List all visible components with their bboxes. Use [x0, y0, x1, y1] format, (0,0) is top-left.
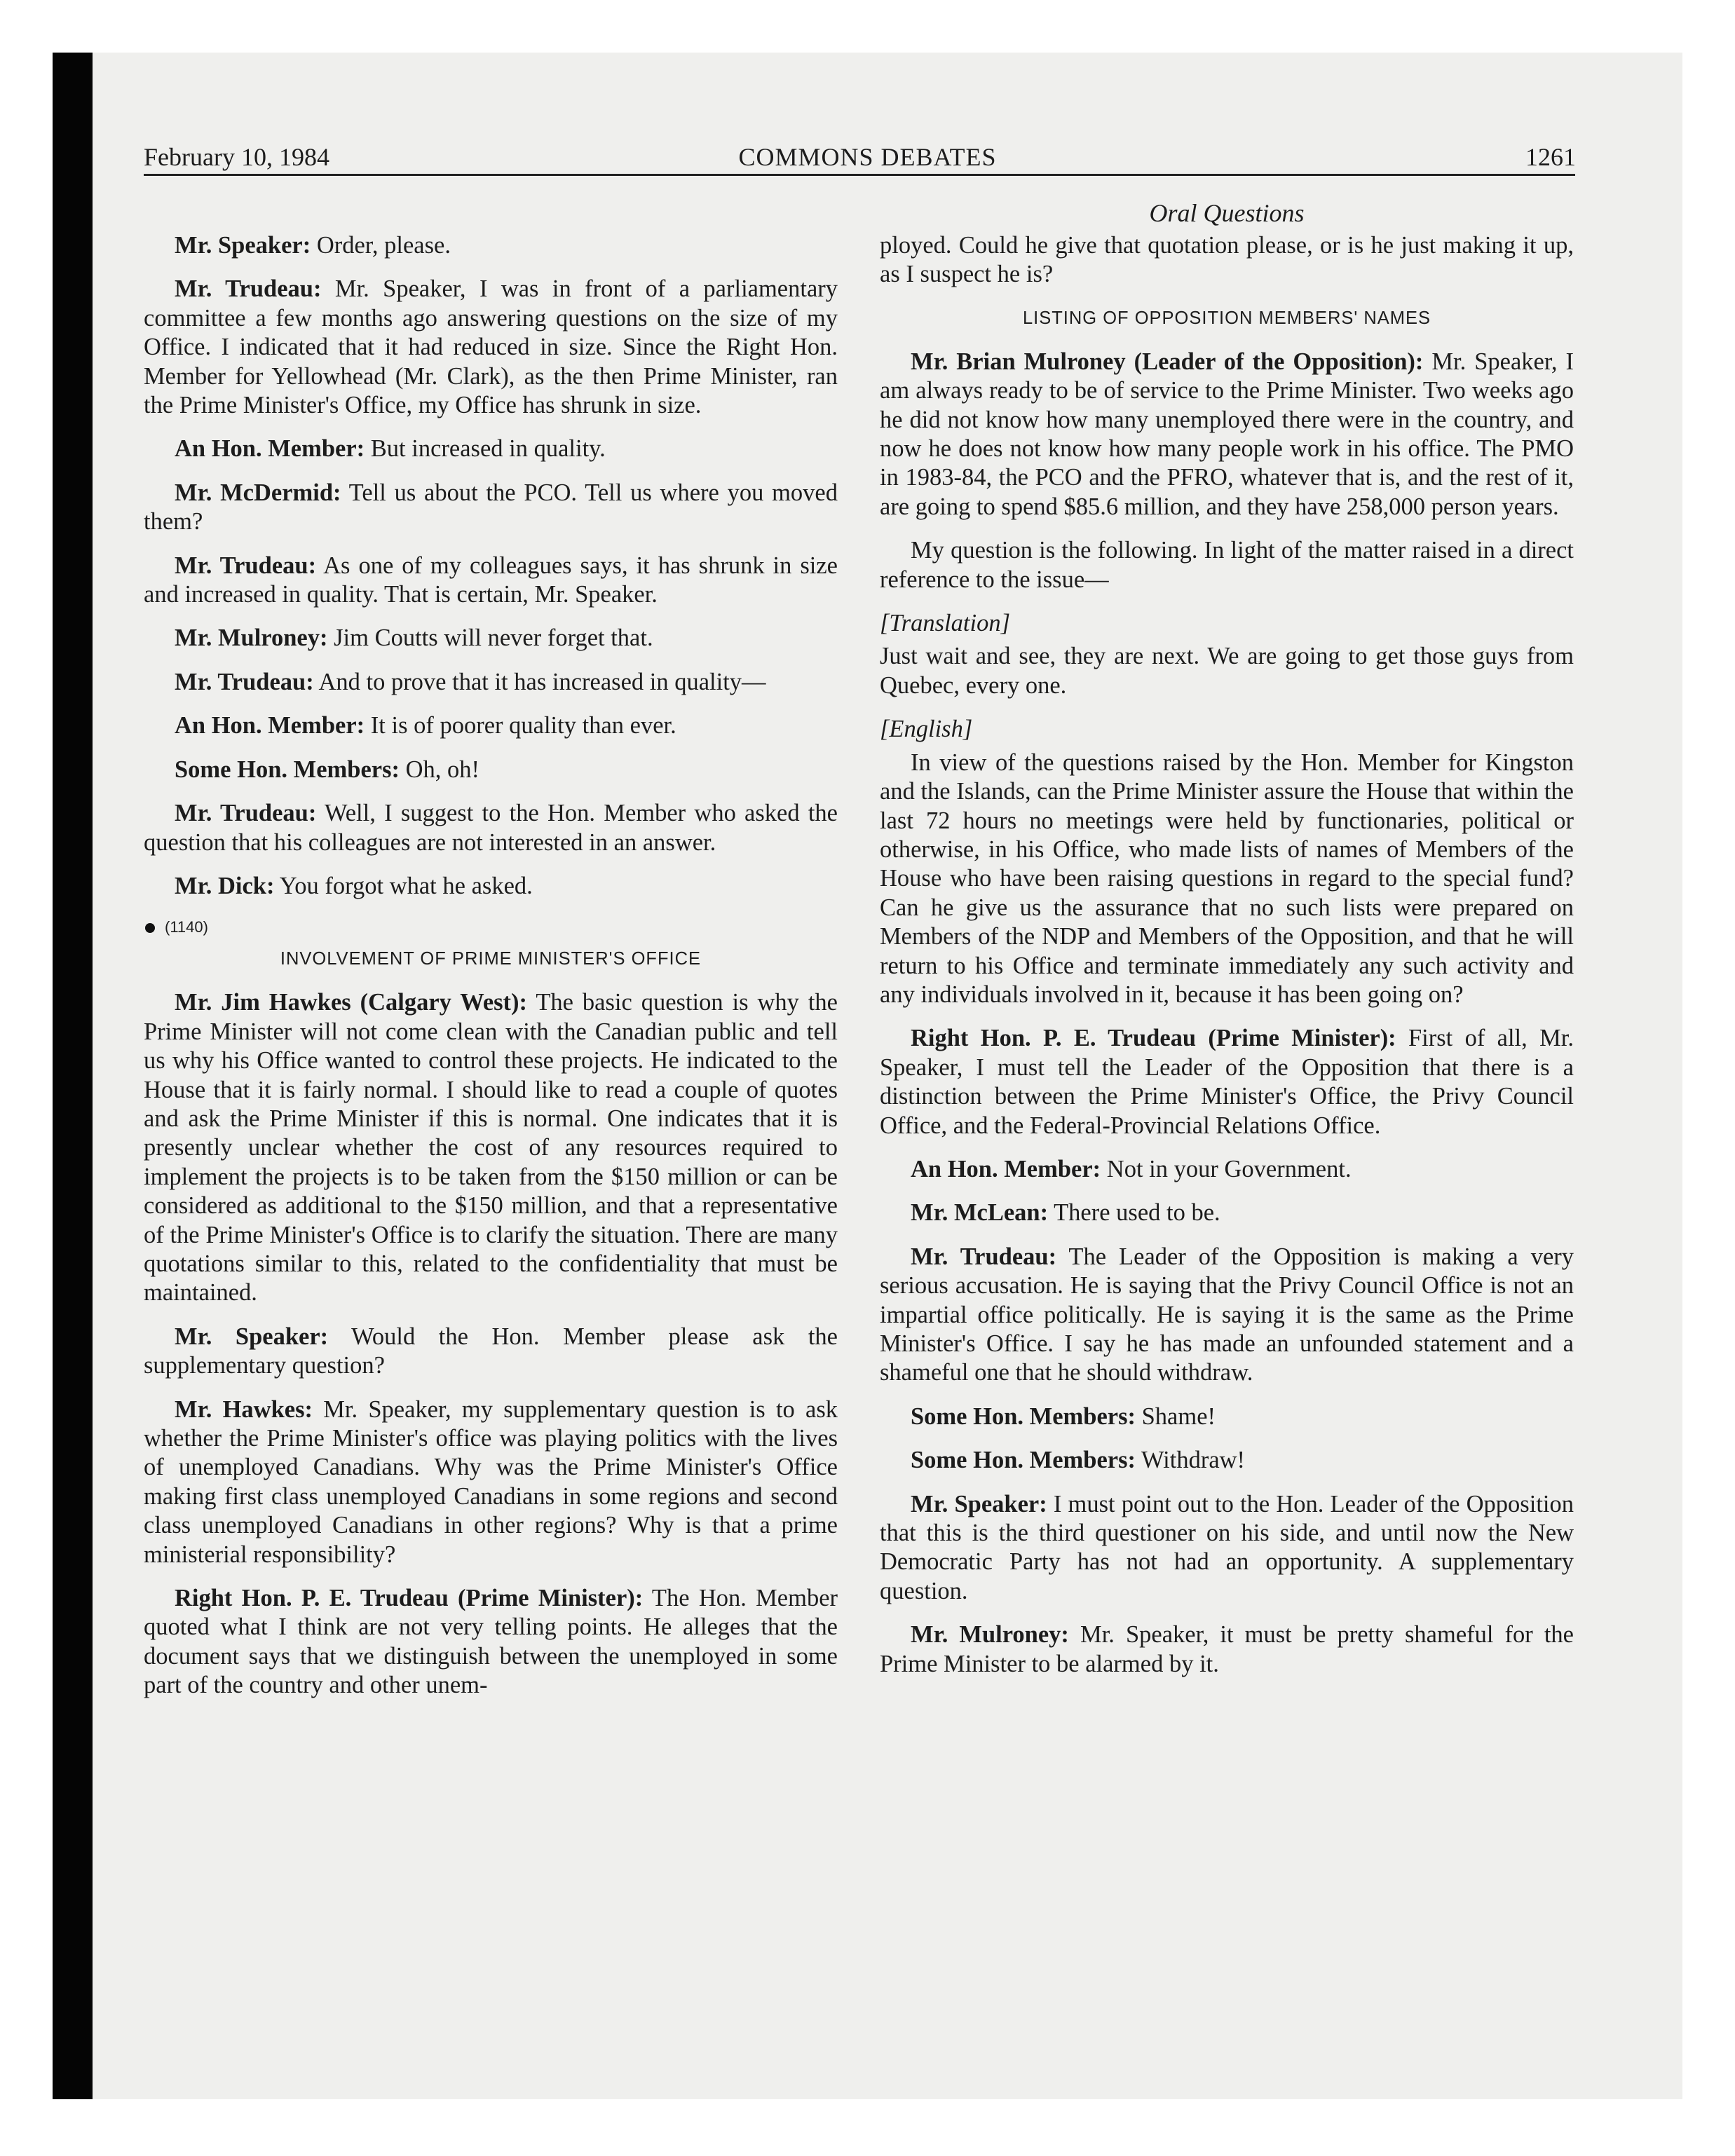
speaker-name: Mr. Trudeau: [175, 275, 322, 303]
speaker-name: Mr. Trudeau: [175, 800, 317, 827]
speech-paragraph [144, 479, 838, 537]
speaker-name: Mr. Speaker: [175, 232, 311, 259]
speaker-name: Mr. Brian Mulroney (Leader of the Opposition): [911, 348, 1424, 375]
speaker-name: Some Hon. Members: [175, 756, 400, 783]
english-label: [English] [880, 716, 973, 743]
speech-paragraph [880, 1490, 1574, 1606]
speaker-name: Mr. McLean: [911, 1199, 1049, 1227]
speaker-name: Mr. Speaker: [911, 1490, 1047, 1517]
speech-text: Not in your Government. [1101, 1155, 1352, 1182]
speech-text: Mr. Speaker, I am always ready to be of service to the Prime Minister. Two weeks ago he did not know how many unemployed there were in the country, and now he does not know how many people work in his office. The PMO in 1983-84, the PCO and the PFRO, whatever that is, and the rest of it, are going to spend $85.6 million, and they have 258,000 person years. [880, 348, 1574, 520]
speech-text: Withdraw! [1135, 1447, 1246, 1474]
speech-text: Would the Hon. Member please ask the supplementary question? [144, 1323, 838, 1379]
speaker-name: Right Hon. P. E. Trudeau (Prime Minister): [175, 1585, 644, 1612]
speech-text: And to prove that it has increased in quality— [313, 668, 766, 695]
speaker-name: Mr. Hawkes: [175, 1396, 313, 1423]
speaker-name: Mr. Mulroney: [911, 1621, 1069, 1649]
speech-text: Tell us about the PCO. Tell us where you moved them? [144, 479, 838, 535]
time-marker-text: (1140) [165, 918, 208, 936]
header-page-number: 1261 [1525, 143, 1576, 171]
speech-paragraph [144, 799, 838, 857]
speech-paragraph [144, 1396, 838, 1569]
speaker-name: Mr. Trudeau: [175, 552, 317, 579]
translation-label: [Translation] [880, 610, 1010, 637]
speech-text: Well, I suggest to the Hon. Member who asked the question that his colleagues are not interested in an answer. [144, 800, 838, 856]
speech-text: Oh, oh! [399, 756, 480, 783]
left-column [144, 231, 838, 1715]
speech-paragraph [144, 435, 838, 463]
speech-paragraph [880, 1155, 1574, 1184]
speech-text: Jim Coutts will never forget that. [327, 625, 653, 652]
left-speeches [144, 231, 838, 901]
header-date: February 10, 1984 [144, 143, 329, 171]
speech-text: I must point out to the Hon. Leader of the Opposition that this is the third questioner on his side, and until now the New Democratic Party has not had an opportunity. A supplementary question. [880, 1490, 1574, 1604]
speech-text: As one of my colleagues says, it has shrunk in size and increased in quality. That is certain, Mr. Speaker. [144, 552, 838, 608]
speaker-name: An Hon. Member: [175, 712, 365, 739]
speech-text: The Leader of the Opposition is making a very serious accusation. He is saying that the Privy Council Office is not an impartial office politically. He is saying it is the same as the Prime Minister's Office. I say he has made an unfounded statement and a shameful one that he should withdraw. [880, 1243, 1574, 1386]
speech-paragraph [144, 668, 838, 697]
speech-paragraph [144, 756, 838, 784]
header-rule [144, 174, 1575, 176]
right-column [880, 231, 1574, 1693]
speaker-name: Mr. Mulroney: [175, 625, 328, 652]
question-paragraph: My question is the following. In light of the matter raised in a direct reference to the issue— [880, 537, 1574, 593]
speaker-name: Mr. Dick: [175, 872, 275, 899]
speech-text: First of all, Mr. Speaker, I must tell the Leader of the Opposition that there is a distinction between the Prime Minister's Office, the Privy Council Office, and the Federal-Provincial Relations Office. [880, 1025, 1574, 1139]
speaker-name: An Hon. Member: [911, 1155, 1101, 1182]
speech-text: You forgot what he asked. [274, 872, 533, 899]
speaker-name: Mr. Speaker: [175, 1323, 329, 1350]
english-paragraph: In view of the questions raised by the Hon. Member for Kingston and the Islands, can the Prime Minister assure the House that within the last 72 hours no meetings were held by functionaries, political or otherwise, in his Office, who made lists of names of Members of the House who have been raising questions in regard to the special fund? Can he give us the assurance that no such lists were prepared on Members of the NDP and Members of the Opposition, and that he will return to his Office and terminate immediately any such activity and any individuals involved in it, because it has been going on? [880, 749, 1574, 1008]
speech-paragraph [880, 1024, 1574, 1140]
speech-paragraph [880, 1199, 1574, 1227]
speech-text: Mr. Speaker, I was in front of a parliamentary committee a few months ago answering questions on the size of my Office. I indicated that it had reduced in size. Since the Right Hon. Member for Yellowhead (Mr. Clark), as the then Prime Minister, ran the Prime Minister's Office, my Office has shrunk in size. [144, 275, 838, 419]
section-title: Oral Questions [1149, 199, 1305, 227]
speech-text: The basic question is why the Prime Minister will not come clean with the Canadian public and tell us why his Office wanted to control these projects. He indicated to the House that it is fairly normal. I should like to read a couple of quotes and ask the Prime Minister if this is normal. One indicates that it is presently unclear whether the cost of any resources required to implement the projects is to be taken from the $150 million or can be considered as additional to the $150 million, and that a representative of the Prime Minister's Office is to clarify the situation. There are many quotations similar to this, related to the confidentiality that must be maintained. [144, 989, 838, 1306]
speech-text: The Hon. Member quoted what I think are not very telling points. He alleges that the document says that we distinguish between the unemployed in some part of the country and other unem- [144, 1585, 838, 1699]
speaker-name: Some Hon. Members: [911, 1403, 1136, 1430]
speaker-name: Mr. Trudeau: [911, 1243, 1057, 1270]
right-subheading: LISTING OF OPPOSITION MEMBERS' NAMES [1022, 308, 1431, 328]
speech-paragraph [880, 1403, 1574, 1431]
speech-paragraph [144, 711, 838, 740]
speaker-name: Some Hon. Members: [911, 1447, 1136, 1474]
header-title: COMMONS DEBATES [738, 143, 997, 171]
scan-binding-edge [53, 53, 93, 2099]
speech-paragraph [144, 988, 838, 1307]
speech-paragraph [144, 872, 838, 901]
speech-paragraph [144, 231, 838, 260]
speech-text: Mr. Speaker, my supplementary question is to ask whether the Prime Minister's office was playing politics with the lives of unemployed Canadians. Why was the Prime Minister's Office making first class unemployed Canadians in some regions and second class unemployed Canadians in other regions? Why is that a prime ministerial responsibility? [144, 1396, 838, 1568]
left-subheading: INVOLVEMENT OF PRIME MINISTER'S OFFICE [280, 949, 702, 969]
time-marker [144, 915, 838, 939]
speech-paragraph [880, 1446, 1574, 1475]
speech-paragraph [144, 1323, 838, 1381]
speech-paragraph [144, 552, 838, 610]
translation-paragraph: Just wait and see, they are next. We are going to get those guys from Quebec, every one. [880, 643, 1574, 699]
speaker-name: Mr. McDermid: [175, 479, 341, 506]
speech-paragraph [880, 1243, 1574, 1388]
speech-text: Mr. Speaker, it must be pretty shameful for the Prime Minister to be alarmed by it. [880, 1621, 1574, 1677]
bullet-icon [145, 923, 155, 933]
speech-paragraph [144, 275, 838, 420]
speech-text: It is of poorer quality than ever. [365, 712, 676, 739]
speaker-name: Mr. Trudeau: [175, 668, 314, 695]
speech-text: Shame! [1135, 1403, 1216, 1430]
continuation-paragraph: ployed. Could he give that quotation please, or is he just making it up, as I suspect he is? [880, 232, 1574, 288]
left-speeches-2 [144, 988, 838, 1700]
speech-text: There used to be. [1048, 1199, 1220, 1227]
speech-text: But increased in quality. [365, 435, 606, 463]
speaker-name: Mr. Jim Hawkes (Calgary West): [175, 989, 528, 1016]
speech-text: Order, please. [311, 232, 451, 259]
speech-paragraph [144, 624, 838, 653]
speech-paragraph [880, 1621, 1574, 1679]
speaker-name: Right Hon. P. E. Trudeau (Prime Minister): [911, 1025, 1396, 1052]
right-speeches [880, 1024, 1574, 1679]
speech-paragraph [144, 1584, 838, 1700]
speaker-name: An Hon. Member: [175, 435, 365, 463]
speech-paragraph [880, 348, 1574, 521]
